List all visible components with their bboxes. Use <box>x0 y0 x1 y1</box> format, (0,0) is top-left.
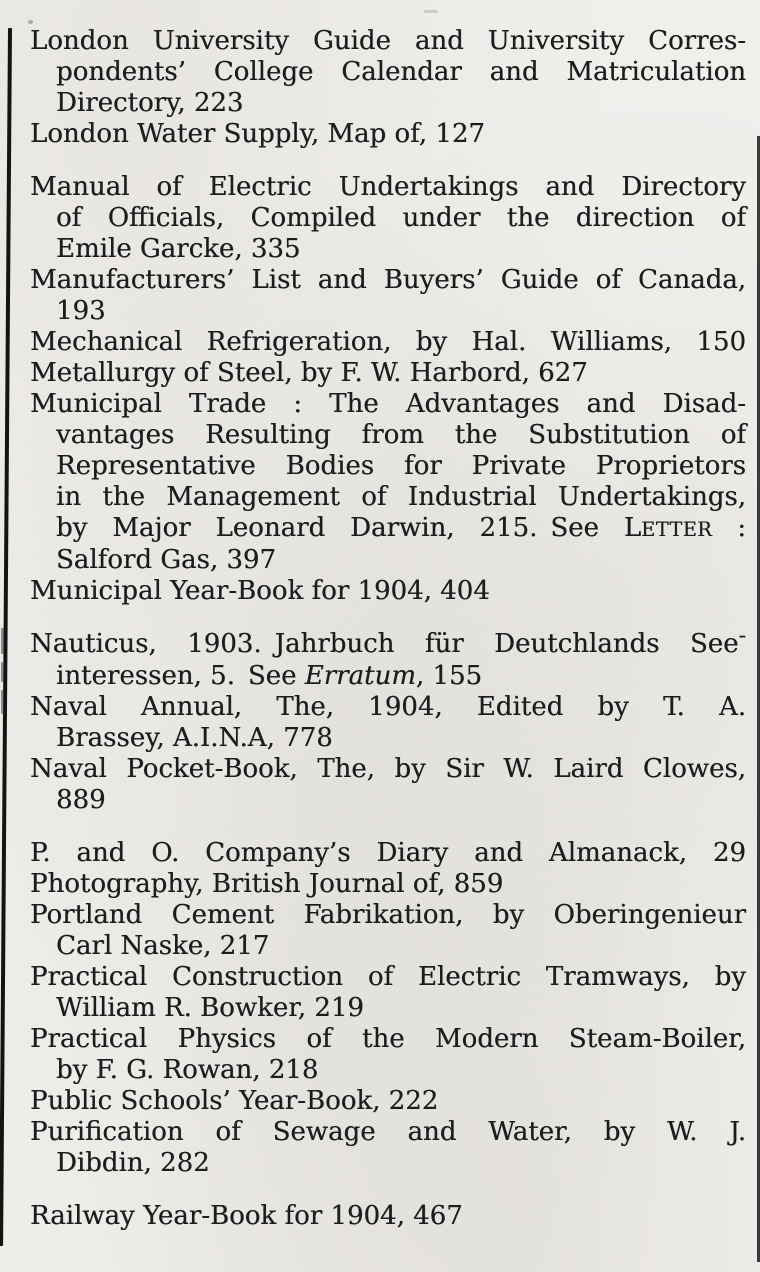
italic-erratum: Erratum <box>304 661 416 691</box>
raised-hyphen: - <box>738 622 746 649</box>
index-line: London Water Supply, Map of, 127 <box>30 119 485 149</box>
index-line: Naval Annual, The, 1904, Edited by T. A. <box>30 692 746 722</box>
cross-reference-text: by Major Leonard Darwin, 215. See <box>56 513 624 543</box>
index-line: vantages Resulting from the Substitution of <box>56 420 746 450</box>
index-line: Salford Gas, 397 <box>56 545 277 575</box>
index-line: Brassey, A.I.N.A, 778 <box>56 723 333 753</box>
index-line: Mechanical Refrigeration, by Hal. Williams, 150 <box>30 327 746 357</box>
index-line: Photography, British Journal of, 859 <box>30 869 504 899</box>
index-line: Emile Garcke, 335 <box>56 234 301 264</box>
index-line: of Officials, Compiled under the direction of <box>56 203 746 233</box>
index-line: Manufacturers’ List and Buyers’ Guide of Canada, <box>30 265 746 295</box>
index-line: 889 <box>56 785 106 815</box>
index-line: Naval Pocket-Book, The, by Sir W. Laird Clowes, <box>30 754 746 784</box>
index-line: Practical Construction of Electric Tramways, by <box>30 962 746 992</box>
index-line <box>30 622 746 661</box>
index-line: pondents’ College Calendar and Matriculation <box>56 57 746 87</box>
index-line: in the Management of Industrial Undertakings, <box>56 482 746 512</box>
index-line: Dibdin, 282 <box>56 1148 210 1178</box>
index-line: Directory, 223 <box>56 88 244 118</box>
small-caps-initial: L <box>623 513 642 543</box>
entry-text: Nauticus, 1903. Jahrbuch für Deutchlands See <box>30 629 739 659</box>
page-number-text: , 155 <box>415 661 483 691</box>
index-line: Practical Physics of the Modern Steam-Boiler, <box>30 1024 746 1054</box>
index-line: 193 <box>56 296 106 326</box>
index-line: London University Guide and University Corres- <box>30 26 746 56</box>
entry-text: interessen, 5. See <box>56 661 305 691</box>
index-line: Public Schools’ Year-Book, 222 <box>30 1086 439 1116</box>
small-caps-rest: ETTER <box>641 518 713 541</box>
index-line: Manual of Electric Undertakings and Directory <box>30 172 746 202</box>
index-line <box>56 513 746 545</box>
index-line: Purification of Sewage and Water, by W. J. <box>30 1117 746 1147</box>
index-line: Railway Year-Book for 1904, 467 <box>30 1201 463 1231</box>
colon-text: : <box>712 513 746 543</box>
index-line: P. and O. Company’s Diary and Almanack, 29 <box>30 838 746 868</box>
index-line: Carl Naske, 217 <box>56 931 270 961</box>
index-line: Municipal Trade : The Advantages and Disad- <box>30 389 746 419</box>
index-line: by F. G. Rowan, 218 <box>56 1055 319 1085</box>
index-line: Municipal Year-Book for 1904, 404 <box>30 576 490 606</box>
index-line: William R. Bowker, 219 <box>56 993 364 1023</box>
index-line: Metallurgy of Steel, by F. W. Harbord, 627 <box>30 358 588 388</box>
index-line: Representative Bodies for Private Proprietors <box>56 451 746 481</box>
index-list <box>30 26 746 1232</box>
index-line: Portland Cement Fabrikation, by Oberingenieur <box>30 900 746 930</box>
index-line <box>56 661 746 692</box>
